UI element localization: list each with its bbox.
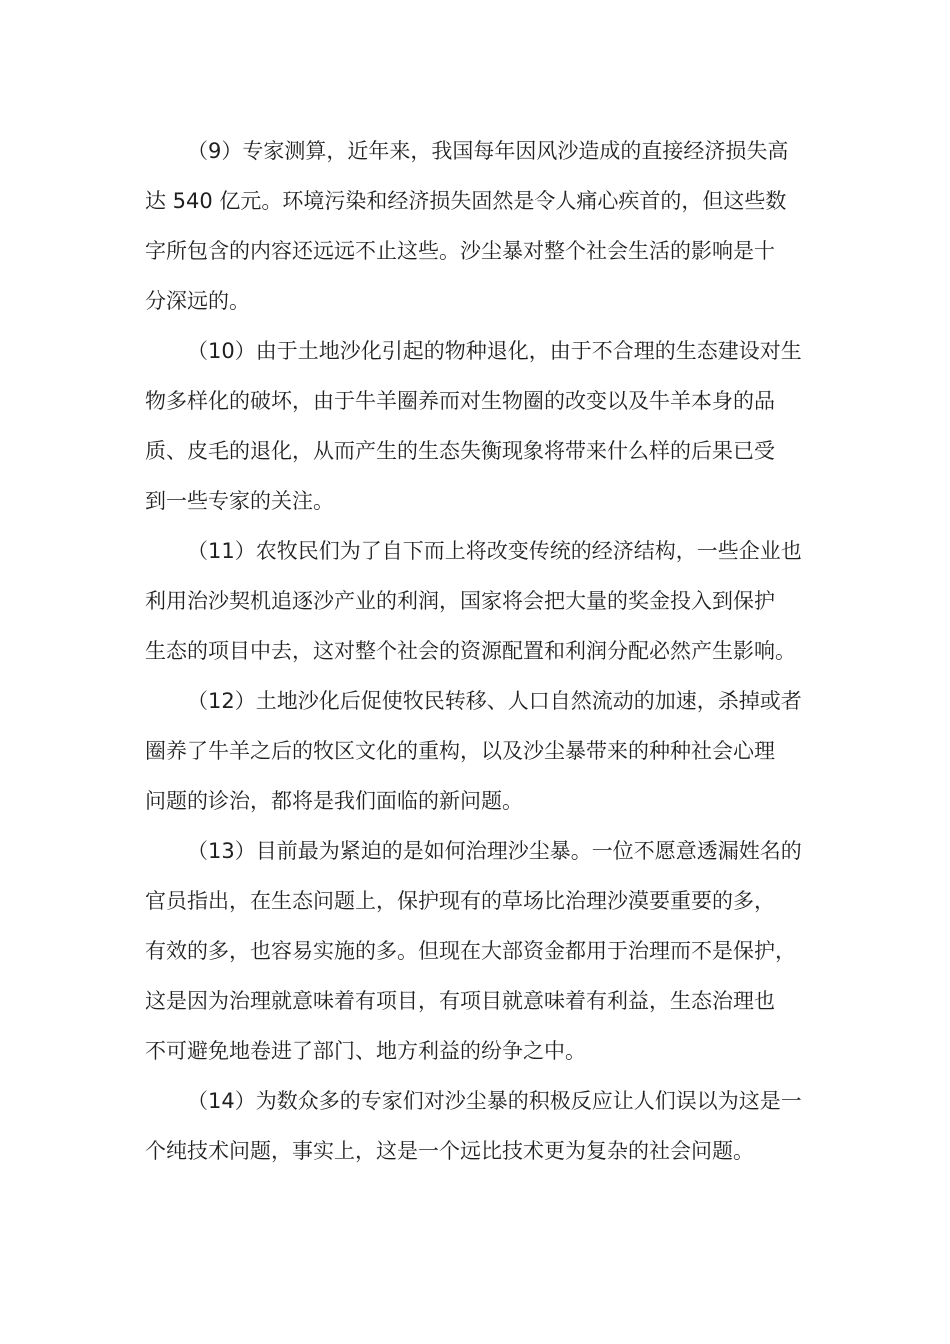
- paragraph-line: （9）专家测算，近年来，我国每年因风沙造成的直接经济损失高: [187, 139, 789, 163]
- paragraph-line: 不可避免地卷进了部门、地方利益的纷争之中。: [145, 1039, 586, 1063]
- paragraph-line: 问题的诊治，都将是我们面临的新问题。: [145, 789, 523, 813]
- paragraph-line: 利用治沙契机追逐沙产业的利润，国家将会把大量的奖金投入到保护: [145, 589, 775, 613]
- paragraph-line: 到一些专家的关注。: [145, 489, 334, 513]
- paragraph-line: 生态的项目中去，这对整个社会的资源配置和利润分配必然产生影响。: [145, 639, 796, 663]
- paragraph-line: （11）农牧民们为了自下而上将改变传统的经济结构，一些企业也: [187, 539, 802, 563]
- paragraph-14: [145, 1076, 810, 1176]
- paragraph-11: [145, 526, 810, 676]
- paragraph-12: [145, 676, 810, 826]
- paragraph-line: 物多样化的破坏，由于牛羊圈养而对生物圈的改变以及牛羊本身的品: [145, 389, 775, 413]
- paragraph-line: 字所包含的内容还远远不止这些。沙尘暴对整个社会生活的影响是十: [145, 239, 775, 263]
- paragraph-line: 官员指出，在生态问题上，保护现有的草场比治理沙漠要重要的多，: [145, 889, 775, 913]
- paragraph-line: 个纯技术问题，事实上，这是一个远比技术更为复杂的社会问题。: [145, 1139, 754, 1163]
- paragraph-line: 圈养了牛羊之后的牧区文化的重构，以及沙尘暴带来的种种社会心理: [145, 739, 775, 763]
- paragraph-line: 这是因为治理就意味着有项目，有项目就意味着有利益，生态治理也: [145, 989, 775, 1013]
- document-body: [145, 126, 810, 1176]
- paragraph-line: 有效的多，也容易实施的多。但现在大部资金都用于治理而不是保护，: [145, 939, 796, 963]
- paragraph-line: （12）土地沙化后促使牧民转移、人口自然流动的加速，杀掉或者: [187, 689, 802, 713]
- paragraph-9: [145, 126, 810, 326]
- paragraph-line: 达 540 亿元。环境污染和经济损失固然是令人痛心疾首的，但这些数: [145, 189, 787, 213]
- paragraph-13: [145, 826, 810, 1076]
- paragraph-line: （14）为数众多的专家们对沙尘暴的积极反应让人们误以为这是一: [187, 1089, 802, 1113]
- paragraph-10: [145, 326, 810, 526]
- paragraph-line: （10）由于土地沙化引起的物种退化，由于不合理的生态建设对生: [187, 339, 802, 363]
- paragraph-line: 分深远的。: [145, 289, 250, 313]
- paragraph-line: （13）目前最为紧迫的是如何治理沙尘暴。一位不愿意透漏姓名的: [187, 839, 802, 863]
- paragraph-line: 质、皮毛的退化，从而产生的生态失衡现象将带来什么样的后果已受: [145, 439, 775, 463]
